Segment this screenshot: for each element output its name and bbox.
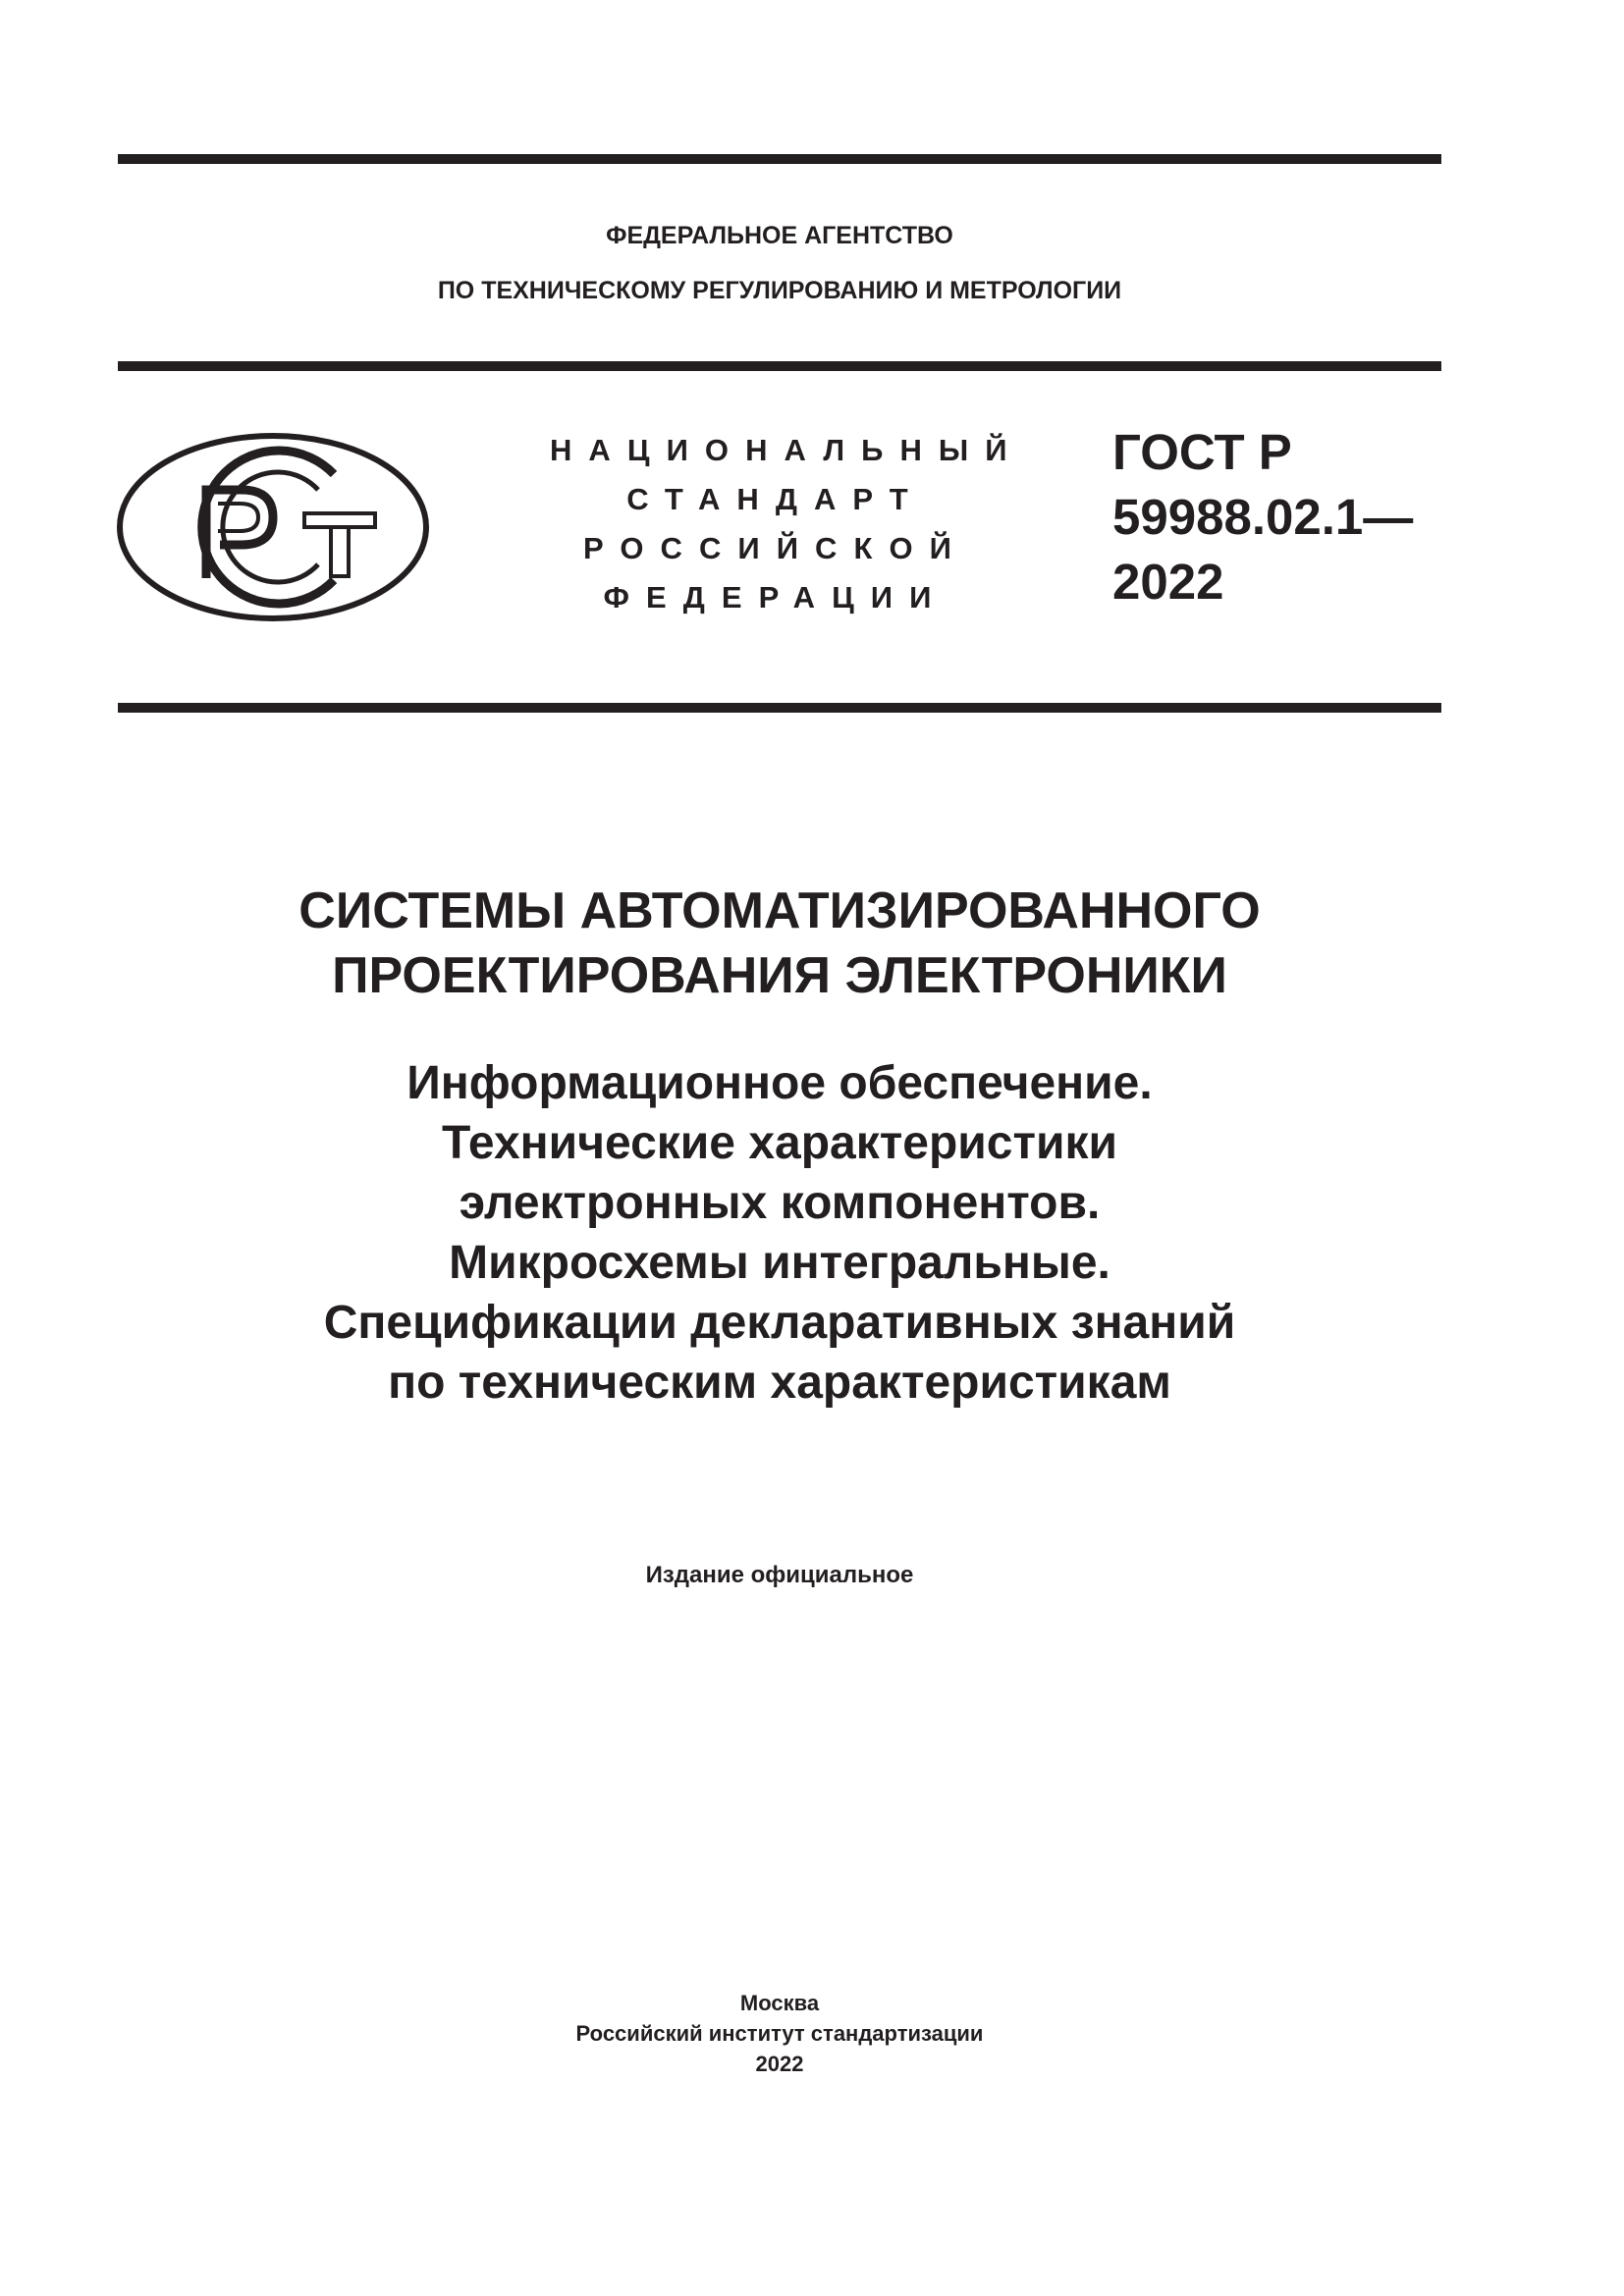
agency-name-line2: ПО ТЕХНИЧЕСКОМУ РЕГУЛИРОВАНИЮ И МЕТРОЛОГИИ	[437, 277, 1122, 304]
title-line: ПРОЕКТИРОВАНИЯ ЭЛЕКТРОНИКИ	[332, 947, 1227, 1004]
designation-line: 2022	[1112, 554, 1224, 610]
rst-mark-icon	[116, 431, 430, 623]
national-standard-label	[550, 426, 1024, 622]
subtitle-line: по техническим характеристикам	[388, 1357, 1171, 1409]
agency-name-line1: ФЕДЕРАЛЬНОЕ АГЕНТСТВО	[606, 222, 953, 249]
imprint-publisher: Российский институт стандартизации	[575, 2021, 984, 2046]
national-standard-line: НАЦИОНАЛЬНЫЙ	[550, 433, 1024, 467]
designation-line: 59988.02.1—	[1112, 489, 1414, 545]
subtitle-line: Микросхемы интегральные.	[449, 1237, 1110, 1289]
subtitle-line: Информационное обеспечение.	[406, 1057, 1153, 1109]
document-subtitle	[118, 1053, 1441, 1413]
subtitle-line: Спецификации декларативных знаний	[323, 1297, 1236, 1349]
standard-designation	[1112, 420, 1413, 614]
header-rule	[118, 361, 1441, 371]
imprint-city: Москва	[739, 1991, 820, 2015]
national-standard-line: ФЕДЕРАЦИИ	[603, 580, 948, 614]
title-line: СИСТЕМЫ АВТОМАТИЗИРОВАННОГО	[298, 882, 1261, 939]
imprint-year: 2022	[755, 2052, 804, 2076]
subtitle-line: Технические характеристики	[441, 1117, 1118, 1169]
top-rule	[118, 154, 1441, 164]
national-standard-line: СТАНДАРТ	[626, 482, 925, 516]
section-rule	[118, 703, 1441, 713]
national-standard-line: РОССИЙСКОЙ	[583, 531, 968, 565]
imprint	[118, 1988, 1441, 2079]
subtitle-line: электронных компонентов.	[459, 1177, 1101, 1229]
designation-line: ГОСТ Р	[1112, 424, 1292, 480]
edition-note: Издание официальное	[645, 1562, 914, 1588]
document-title	[118, 879, 1441, 1008]
